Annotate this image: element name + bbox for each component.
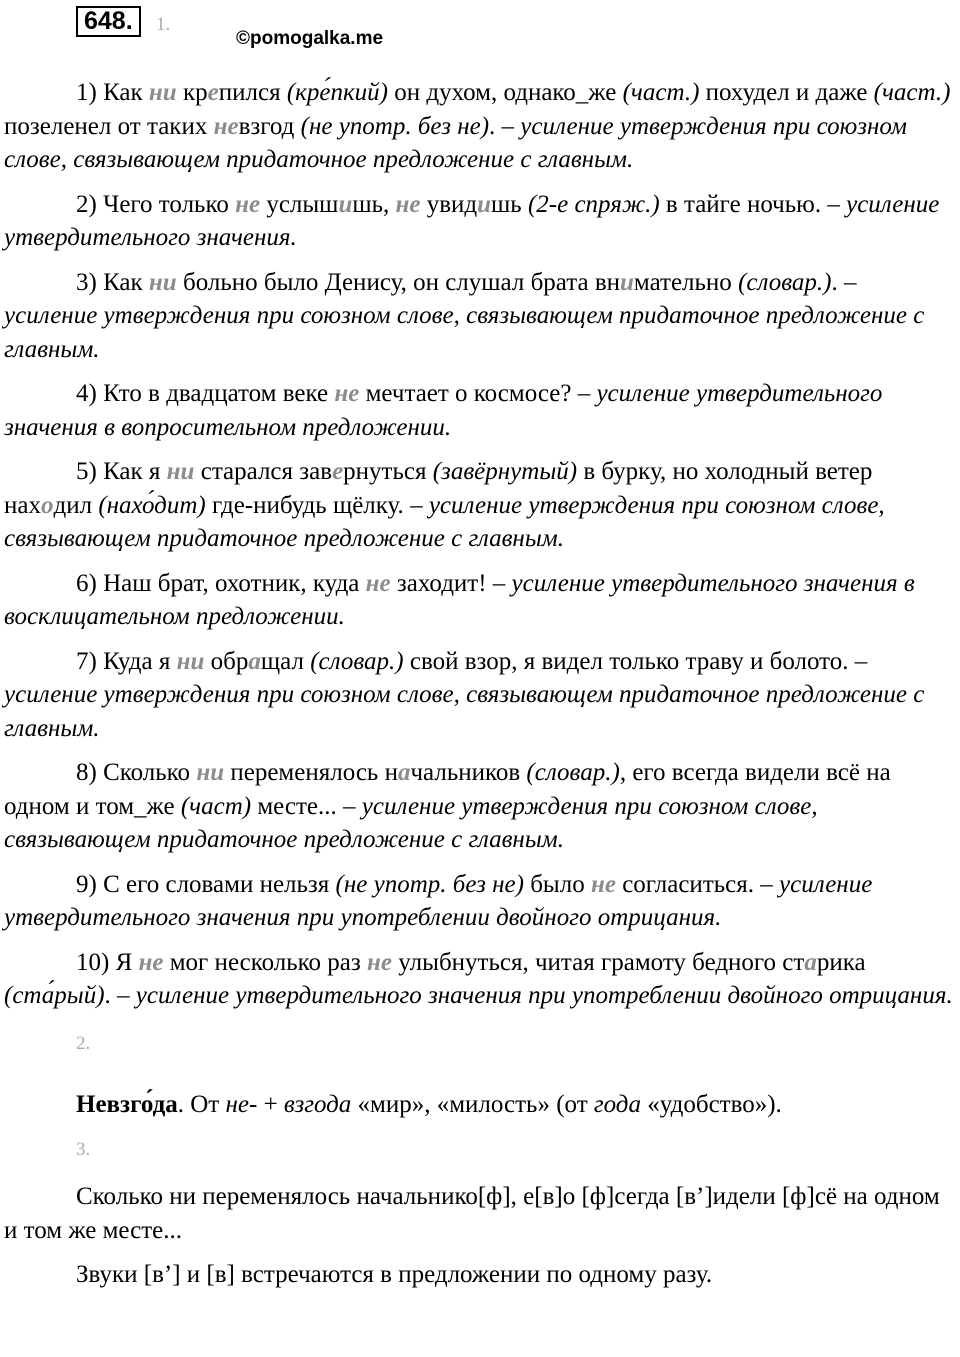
sentence-item xyxy=(4,266,954,367)
sentence-comment: – усиление утверждения при союзном слове, связывающем придаточное предложение с главным. xyxy=(4,491,885,552)
sentence-text: услыш xyxy=(260,190,339,218)
etymology-word: Невзго́да xyxy=(76,1091,178,1118)
grammar-note: (словар.) xyxy=(738,268,832,296)
highlighted-letter: и xyxy=(338,190,353,218)
sentence-text: увид xyxy=(420,190,478,218)
sentence-item xyxy=(4,645,954,746)
sentence-comment: – усиление утвердительного значения в восклицательном предложении. xyxy=(4,569,915,630)
highlighted-letter: не xyxy=(235,190,261,218)
sentence-text: старался зав xyxy=(194,458,333,485)
sentence-item xyxy=(4,455,954,556)
sentence-text: заходит! xyxy=(390,569,493,597)
etymology-text: «удобство»). xyxy=(640,1091,782,1118)
sentence-text: чальников xyxy=(410,759,527,786)
etymology-text: «мир», «милость» (от xyxy=(351,1091,594,1118)
highlighted-letter: и xyxy=(620,268,634,296)
sentence-text: было xyxy=(523,870,591,898)
etymology-text: . От xyxy=(177,1091,226,1118)
sentence-comment: – усиление утвердительного значения. xyxy=(4,190,940,251)
part-3-label: 3. xyxy=(76,1138,91,1160)
sentence-comment: – усиление утверждения при союзном слове, связывающем придаточное предложение с главным. xyxy=(4,647,925,742)
highlighted-letter: не xyxy=(365,569,391,597)
grammar-note: (не употр. без не) xyxy=(335,870,524,898)
etymology-paragraph xyxy=(4,1088,954,1122)
sentence-comment: – усиление утверждения при союзном слове, связывающем придаточное предложение с главным. xyxy=(4,112,907,173)
highlighted-letter: а xyxy=(248,647,261,675)
highlighted-letter: е xyxy=(207,79,219,106)
sentence-text: 2) Чего только xyxy=(76,190,236,218)
sentence-text: 8) Сколько xyxy=(76,759,197,786)
sentence-text: месте... xyxy=(251,792,343,820)
sentence-item xyxy=(4,76,954,177)
sentence-text: 3) Как xyxy=(76,268,149,296)
grammar-note: (словар.) xyxy=(310,647,404,675)
sentence-text: в тайге ночью. xyxy=(659,190,828,218)
highlighted-letter: не xyxy=(138,948,164,976)
sentence-text: свой взор, я видел только траву и болото. xyxy=(403,647,855,675)
part-2-label: 2. xyxy=(76,1032,91,1054)
sentence-text: 5) Как я xyxy=(76,458,167,485)
sentence-item xyxy=(4,188,954,255)
highlighted-letter: не xyxy=(334,380,360,407)
sentence-list xyxy=(4,76,954,1013)
sentence-text: позеленел от таких xyxy=(4,112,214,140)
grammar-note: (част.) xyxy=(873,79,951,106)
grammar-note: (ста́рый) xyxy=(4,982,105,1009)
highlighted-letter: ни xyxy=(148,79,177,106)
grammar-note: (2-е спряж.) xyxy=(527,190,660,218)
grammar-note: (завёрнутый) xyxy=(432,458,578,485)
highlighted-letter: о xyxy=(40,491,54,519)
highlighted-letter: не xyxy=(367,948,393,976)
sentence-comment: – усиление утвердительного значения при употреблении двойного отрицания. xyxy=(117,982,953,1009)
sentence-text: 7) Куда я xyxy=(76,647,177,675)
highlighted-letter: ни xyxy=(148,268,177,296)
highlighted-letter: а xyxy=(397,759,411,786)
sentence-text: взгод xyxy=(238,112,301,140)
etymology-root: взгода xyxy=(283,1091,352,1118)
sentence-text: 9) С его словами нельзя xyxy=(76,870,336,898)
sentence-text: согласиться. xyxy=(615,870,761,898)
sentence-text: 4) Кто в двадцатом веке xyxy=(76,380,335,407)
sentence-text: 10) Я xyxy=(76,948,139,976)
highlighted-letter: не xyxy=(395,190,421,218)
sentence-text: пился xyxy=(218,79,287,106)
sentence-item xyxy=(4,377,954,444)
sentence-text: больно было Денису, он слушал брата вн xyxy=(176,268,621,296)
sentence-text: где-нибудь щёлку. xyxy=(205,491,411,519)
sentence-comment: – усиление утвердительного значения при употреблении двойного отрицания. xyxy=(4,870,873,931)
sentence-comment: – усиление утверждения при союзном слове, связывающем придаточное предложение с главным. xyxy=(4,792,818,853)
sentence-item xyxy=(4,946,954,1013)
sentence-item xyxy=(4,756,954,857)
sentence-text: похудел и даже xyxy=(699,79,874,106)
sentence-comment: – усиление утвердительного значения в вопросительном предложении. xyxy=(4,380,883,441)
etymology-text: + xyxy=(257,1091,284,1118)
etymology-prefix: не- xyxy=(225,1091,258,1118)
highlighted-letter: ни xyxy=(196,759,225,786)
grammar-note: (словар.) xyxy=(526,759,620,786)
grammar-note: (не употр. без не) xyxy=(300,112,490,140)
sentence-text: . xyxy=(489,112,502,140)
phonetic-summary: Звуки [в’] и [в] встречаются в предложении по одному разу. xyxy=(76,1261,713,1288)
sentence-text: мательно xyxy=(633,268,739,296)
highlighted-letter: не xyxy=(213,112,239,140)
grammar-note: (кре́пкий) xyxy=(286,79,388,106)
sentence-text: 1) Как xyxy=(76,79,149,106)
highlighted-letter: е xyxy=(332,458,344,485)
sentence-text: улыбнуться, читая грамоту бедного ст xyxy=(392,948,805,976)
sentence-text: шь, xyxy=(352,190,396,218)
sentence-text: рика xyxy=(816,948,866,976)
highlighted-letter: ни xyxy=(176,647,205,675)
etymology-source: года xyxy=(593,1091,641,1118)
sentence-comment: – усиление утверждения при союзном слове, связывающем придаточное предложение с главным. xyxy=(4,268,925,363)
grammar-note: (част) xyxy=(180,792,252,820)
sentence-text: 6) Наш брат, охотник, куда xyxy=(76,569,366,597)
site-watermark: ©pomogalka.me xyxy=(236,28,384,49)
sentence-text: в бурку, но холодный ветер нах xyxy=(4,458,873,519)
sentence-text: . xyxy=(831,268,844,296)
sentence-text: дил xyxy=(53,491,99,519)
sentence-text: переменялось н xyxy=(224,759,398,786)
task-number: 648. xyxy=(76,6,141,37)
highlighted-letter: не xyxy=(590,870,616,898)
sentence-text: , его всегда видели всё на одном и том_же xyxy=(4,759,891,820)
part-1-label: 1. xyxy=(156,14,171,35)
grammar-note: (част.) xyxy=(622,79,700,106)
sentence-text: мог несколько раз xyxy=(163,948,368,976)
sentence-text: мечтает о космосе? xyxy=(359,380,578,407)
highlighted-letter: а xyxy=(804,948,817,976)
sentence-text: шь xyxy=(491,190,528,218)
sentence-text: обр xyxy=(204,647,249,675)
sentence-text: рнуться xyxy=(343,458,433,485)
sentence-text: щал xyxy=(260,647,311,675)
sentence-text: он духом, однако_же xyxy=(387,79,623,106)
answer-content xyxy=(4,76,954,1303)
sentence-item xyxy=(4,567,954,634)
grammar-note: (нахо́дит) xyxy=(98,491,206,519)
highlighted-letter: ни xyxy=(166,458,195,485)
highlighted-letter: и xyxy=(477,190,492,218)
sentence-item xyxy=(4,868,954,935)
phonetic-paragraph: Сколько ни переменялось начальнико[ф], е[в]о [ф]сегда [в’]идели [ф]сё на одном и том же месте... xyxy=(4,1183,940,1244)
sentence-text: . xyxy=(104,982,118,1009)
sentence-text: кр xyxy=(176,79,208,106)
